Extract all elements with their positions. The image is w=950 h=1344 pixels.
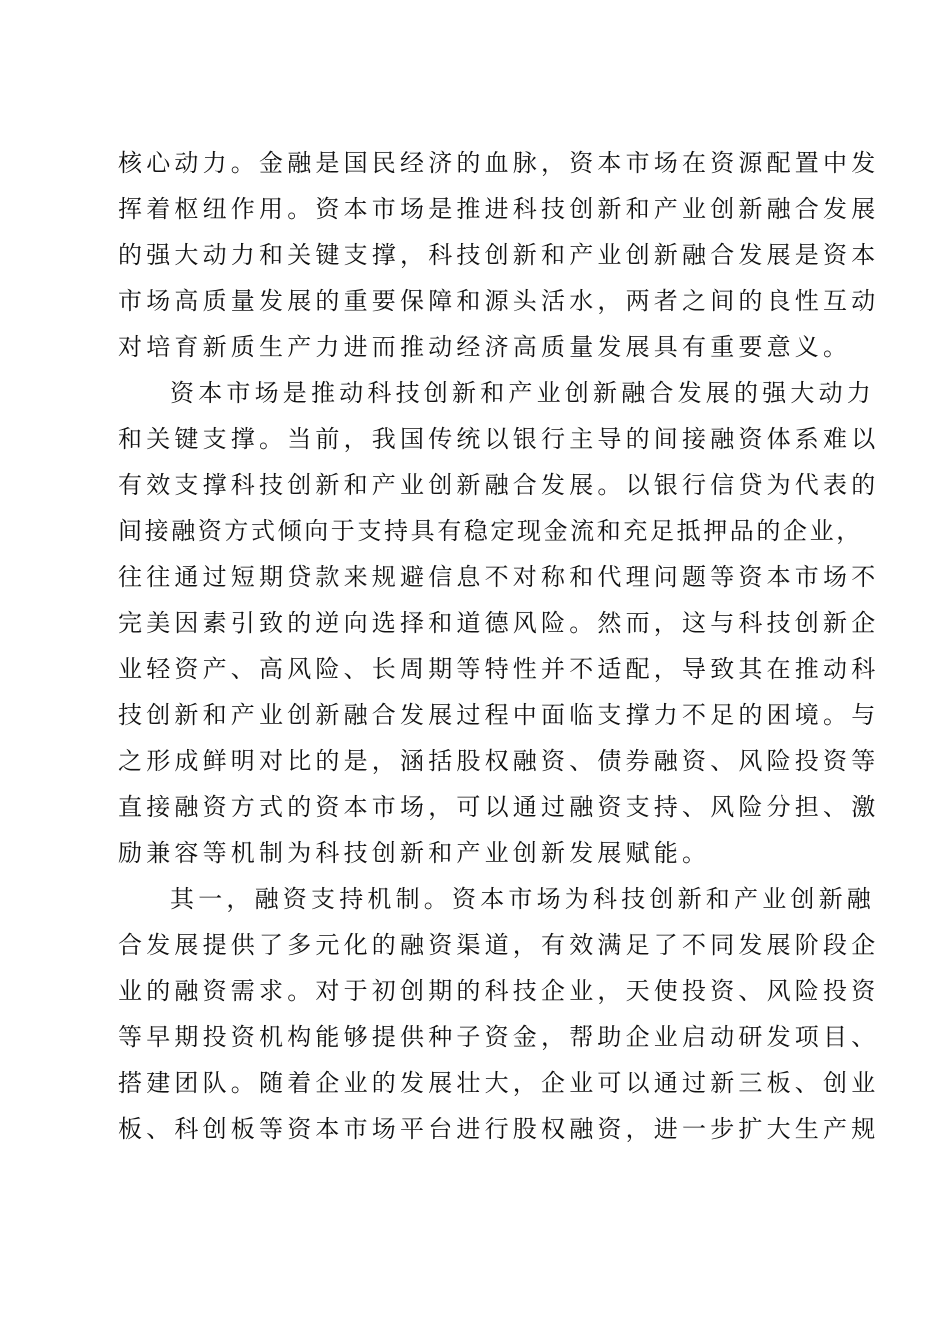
text-line: 直接融资方式的资本市场，可以通过融资支持、风险分担、激 [118, 793, 880, 821]
paragraph-3 [118, 876, 880, 1152]
text-line: 市场高质量发展的重要保障和源头活水，两者之间的良性互动 [118, 287, 880, 315]
text-line: 挥着枢纽作用。资本市场是推进科技创新和产业创新融合发展 [118, 195, 880, 223]
text-line: 之形成鲜明对比的是，涵括股权融资、债券融资、风险投资等 [118, 747, 880, 775]
text-line: 有效支撑科技创新和产业创新融合发展。以银行信贷为代表的 [118, 471, 880, 499]
text-line: 核心动力。金融是国民经济的血脉，资本市场在资源配置中发 [118, 149, 880, 177]
text-line: 完美因素引致的逆向选择和道德风险。然而，这与科技创新企 [118, 609, 880, 637]
text-line: 技创新和产业创新融合发展过程中面临支撑力不足的困境。与 [118, 701, 880, 729]
text-line: 合发展提供了多元化的融资渠道，有效满足了不同发展阶段企 [118, 931, 880, 959]
text-line: 资本市场是推动科技创新和产业创新融合发展的强大动力 [170, 379, 875, 407]
text-line: 间接融资方式倾向于支持具有稳定现金流和充足抵押品的企业， [118, 517, 863, 545]
text-line: 往往通过短期贷款来规避信息不对称和代理问题等资本市场不 [118, 563, 880, 591]
text-line: 励兼容等机制为科技创新和产业创新发展赋能。 [118, 839, 711, 867]
text-line: 板、科创板等资本市场平台进行股权融资，进一步扩大生产规 [118, 1115, 880, 1143]
text-line: 等早期投资机构能够提供种子资金，帮助企业启动研发项目、 [118, 1023, 880, 1051]
paragraph-1 [118, 140, 880, 370]
document-body [118, 140, 880, 1152]
text-line: 其一，融资支持机制。资本市场为科技创新和产业创新融 [170, 885, 875, 913]
text-line: 业轻资产、高风险、长周期等特性并不适配，导致其在推动科 [118, 655, 880, 683]
text-line: 和关键支撑。当前，我国传统以银行主导的间接融资体系难以 [118, 425, 880, 453]
paragraph-2 [118, 370, 880, 876]
text-line: 对培育新质生产力进而推动经济高质量发展具有重要意义。 [118, 333, 852, 361]
text-line: 的强大动力和关键支撑，科技创新和产业创新融合发展是资本 [118, 241, 880, 269]
text-line: 业的融资需求。对于初创期的科技企业，天使投资、风险投资 [118, 977, 880, 1005]
text-line: 搭建团队。随着企业的发展壮大，企业可以通过新三板、创业 [118, 1069, 880, 1097]
